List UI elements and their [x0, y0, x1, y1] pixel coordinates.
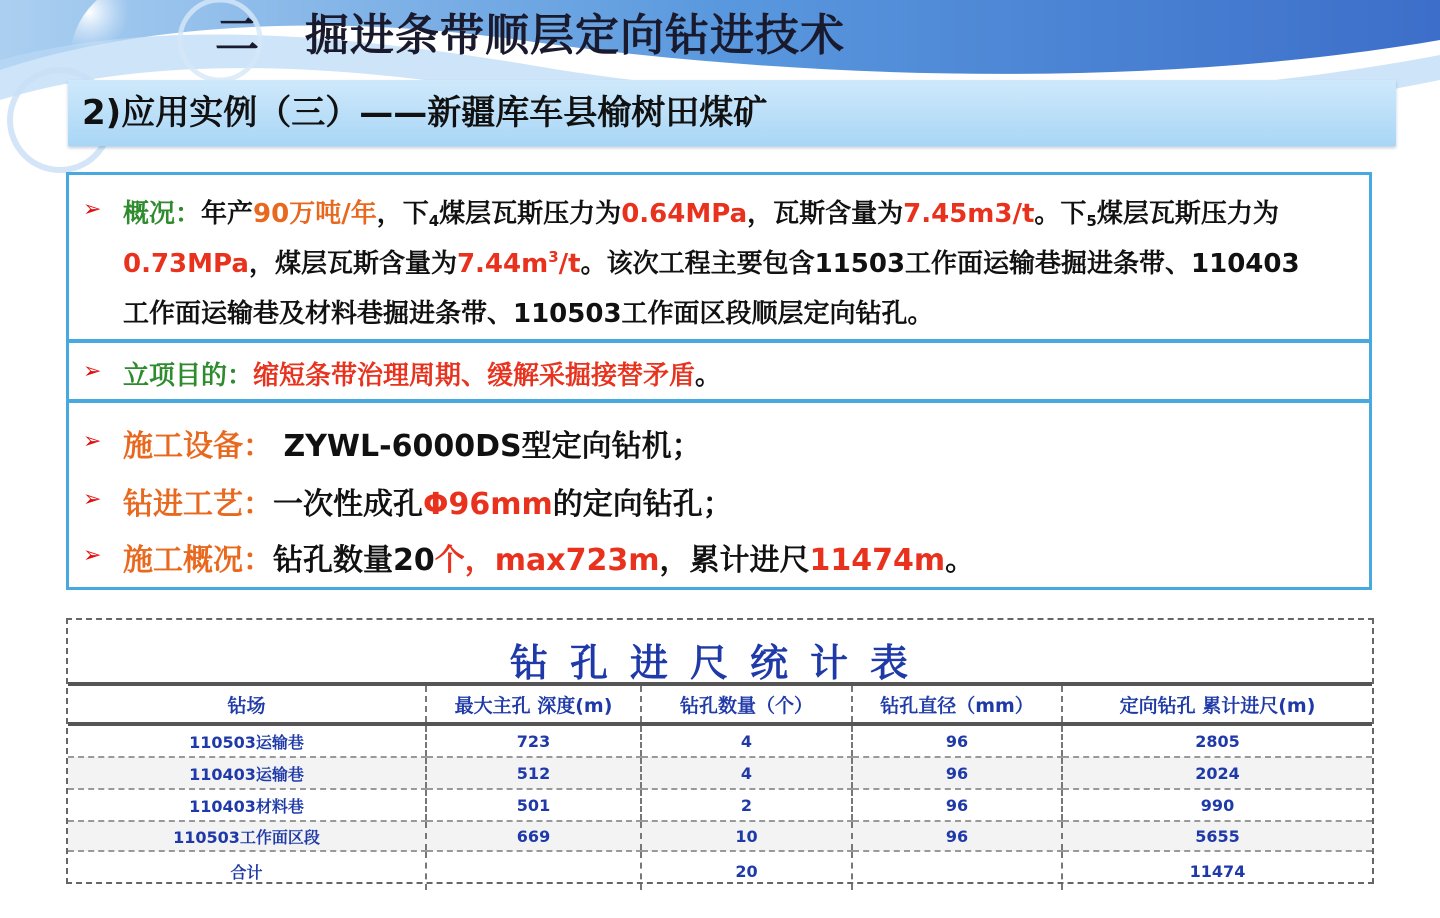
- overview-subscript: 5: [1086, 212, 1097, 230]
- overview-value: 7.44m: [456, 249, 549, 279]
- table-row: [68, 821, 1372, 851]
- overview-line-2: [123, 243, 1300, 280]
- purpose-label: 立项目的：: [123, 361, 254, 391]
- drilling-stats-panel: [66, 618, 1374, 884]
- table-total-row: [68, 851, 1372, 890]
- table-cell: [426, 851, 641, 890]
- purpose-value: 缩短条带治理周期、缓解采掘接替矛盾: [253, 361, 696, 391]
- table-cell: 20: [641, 851, 852, 890]
- table-cell: 2: [641, 789, 852, 821]
- status-value: 11474m: [809, 543, 946, 578]
- overview-text: ，下: [376, 199, 429, 229]
- bullet-arrow-icon: ➢: [83, 359, 102, 384]
- overview-superscript: 3: [548, 248, 559, 266]
- process-line: [123, 479, 733, 523]
- bullet-arrow-icon: ➢: [83, 429, 102, 454]
- overview-value: /t: [558, 249, 581, 279]
- equipment-line: [123, 421, 702, 465]
- process-text: 一次性成孔: [273, 487, 423, 522]
- table-cell: 96: [852, 789, 1062, 821]
- table-cell: 512: [426, 757, 641, 789]
- table-cell: 96: [852, 724, 1062, 757]
- table-cell: 990: [1062, 789, 1372, 821]
- equipment-value: ZYWL-6000DS型定向钻机；: [273, 429, 702, 464]
- subtitle: 2)应用实例（三）——新疆库车县榆树田煤矿: [82, 93, 768, 133]
- purpose-box: [66, 340, 1372, 402]
- overview-subscript: 4: [428, 212, 440, 230]
- column-header: 钻场: [68, 684, 426, 724]
- page-title: [215, 6, 845, 66]
- table-cell: 合计: [230, 862, 263, 882]
- column-header: 钻孔直径（mm）: [852, 684, 1062, 724]
- bullet-arrow-icon: ➢: [83, 543, 102, 568]
- column-header: 最大主孔 深度(m): [426, 684, 641, 724]
- overview-value: 7.45m3/t: [903, 199, 1035, 229]
- equipment-label: 施工设备：: [123, 429, 273, 464]
- table-cell: 110503工作面区段: [68, 821, 426, 851]
- purpose-text: 。: [695, 361, 722, 391]
- status-text: 钻孔数量20: [273, 543, 435, 578]
- overview-text: 煤层瓦斯压力为: [439, 199, 622, 229]
- details-box: [66, 400, 1372, 590]
- table-cell: [852, 851, 1062, 890]
- overview-text: 。下: [1034, 199, 1087, 229]
- table-cell: 4: [641, 757, 852, 789]
- table-cell: 5655: [1062, 821, 1372, 851]
- drilling-stats-table: [68, 682, 1372, 890]
- table-cell: 2805: [1062, 724, 1372, 757]
- table-cell: 110403运输巷: [68, 757, 426, 789]
- overview-value: 0.73MPa: [123, 249, 249, 279]
- table-cell: 501: [426, 789, 641, 821]
- table-cell: 4: [641, 724, 852, 757]
- table-row: [68, 757, 1372, 789]
- table-row: [68, 789, 1372, 821]
- overview-text: 工作面运输巷及材料巷掘进条带、110503工作面区段顺层定向钻孔。: [123, 299, 934, 329]
- overview-label: 概况：: [123, 199, 202, 229]
- overview-value: 0.64MPa: [621, 199, 748, 229]
- table-row: [68, 724, 1372, 757]
- table-cell: 96: [852, 821, 1062, 851]
- table-cell: 2024: [1062, 757, 1372, 789]
- status-text: 。: [945, 543, 976, 578]
- table-cell: 10: [641, 821, 852, 851]
- table-cell: 110503运输巷: [68, 724, 426, 757]
- purpose-line: [123, 355, 721, 392]
- overview-value: 90万吨/年: [253, 199, 377, 229]
- table-cell: 96: [852, 757, 1062, 789]
- table-title: 钻孔进尺统计表: [509, 641, 930, 685]
- table-cell: 110403材料巷: [68, 789, 426, 821]
- process-value: Φ96mm: [423, 487, 553, 522]
- overview-text: ，煤层瓦斯含量为: [248, 249, 457, 279]
- status-label: 施工概况：: [123, 543, 273, 578]
- process-text: 的定向钻孔；: [552, 487, 733, 522]
- table-header-row: [68, 684, 1372, 724]
- overview-text: 年产: [201, 199, 254, 229]
- section-title: 掘进条带顺层定向钻进技术: [305, 10, 845, 61]
- overview-text: 。该次工程主要包含11503工作面运输巷掘进条带、110403: [580, 249, 1300, 279]
- table-cell: 11474: [1062, 851, 1372, 890]
- status-value: 个，max723m: [434, 543, 660, 578]
- overview-text: ，瓦斯含量为: [747, 199, 904, 229]
- column-header: 钻孔数量（个）: [641, 684, 852, 724]
- overview-line-1: [123, 193, 1279, 230]
- process-label: 钻进工艺：: [123, 487, 273, 522]
- bullet-arrow-icon: ➢: [83, 197, 102, 222]
- table-cell: 669: [426, 821, 641, 851]
- table-cell: 723: [426, 724, 641, 757]
- section-number: 二: [215, 10, 260, 61]
- overview-box: [66, 172, 1372, 342]
- status-text: ，累计进尺: [659, 543, 810, 578]
- status-line: [123, 535, 975, 579]
- bullet-arrow-icon: ➢: [83, 487, 102, 512]
- overview-line-3: [123, 293, 934, 330]
- column-header: 定向钻孔 累计进尺(m): [1062, 684, 1372, 724]
- overview-text: 煤层瓦斯压力为: [1096, 199, 1279, 229]
